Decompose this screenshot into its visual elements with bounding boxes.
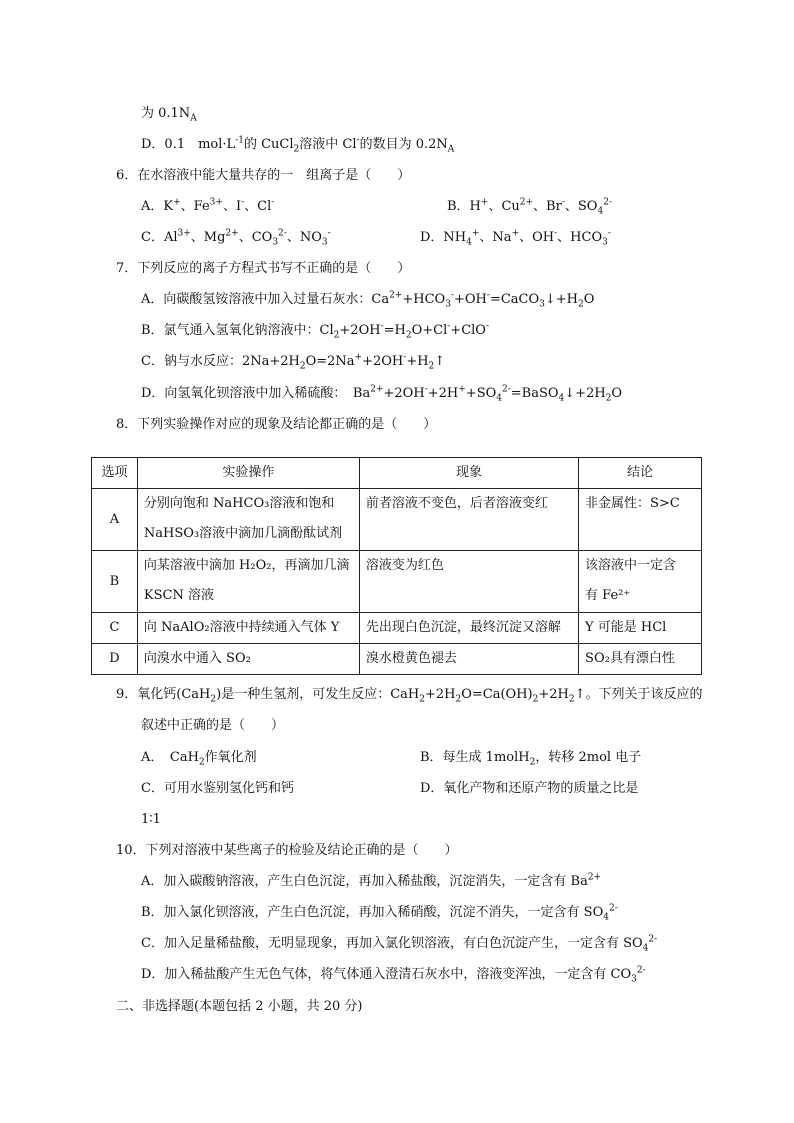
- q10-option-d: D．加入稀盐酸产生无色气体，将气体通入澄清石灰水中，溶液变浑浊，一定含有 $CO_3^{2-}$: [141, 965, 646, 985]
- header-option: 选项: [92, 458, 138, 489]
- row-operation: 向某溶液中滴加 H₂O₂，再滴加几滴 KSCN 溶液: [137, 551, 359, 613]
- q9-stem-cont: 叙述中正确的是（ ）: [141, 718, 285, 733]
- table-row: [92, 644, 702, 675]
- row-option: C: [92, 613, 138, 644]
- q6-option-c: C．$Al^{3+}$、$Mg^{2+}$、$CO_3^{2-}$、$NO_3^-$: [141, 228, 331, 248]
- row-phenomenon: 前者溶液不变色，后者溶液变红: [359, 489, 578, 551]
- row-operation: 向 NaAlO₂溶液中持续通入气体 Y: [137, 613, 359, 644]
- q10-option-b: B．加入氯化钡溶液，产生白色沉淀，再加入稀硝酸，沉淀不消失，一定含有 $SO_4^{2-}$: [141, 903, 618, 923]
- row-conclusion: Y 可能是 HCl: [579, 613, 702, 644]
- q9-option-c: C．可用水鉴别氢化钙和钙: [141, 781, 294, 796]
- q8-stem: 8．下列实验操作对应的现象及结论都正确的是（ ）: [116, 417, 437, 432]
- table-row: [92, 551, 702, 613]
- row-conclusion: 非金属性：S>C: [579, 489, 702, 551]
- row-phenomenon: 先出现白色沉淀，最终沉淀又溶解: [359, 613, 578, 644]
- table-row: [92, 613, 702, 644]
- section-2-heading: 二、非选择题(本题包括 2 小题，共 20 分): [116, 999, 363, 1014]
- row-option: A: [92, 489, 138, 551]
- q5-c-continuation: 为 $0.1N_A$: [141, 106, 197, 124]
- q9-option-b: B．每生成 1molH$_2$，转移 2mol 电子: [420, 750, 642, 768]
- q6-option-b: B．H+、$Cu^{2+}$、Br-、$SO_4^{2-}$: [447, 197, 612, 217]
- q5-option-d: D．0.1 $mol\cdot L^{-1}$的 CuCl$_2$溶液中 Cl-的数目为 $0.2N_A$: [141, 135, 455, 155]
- row-conclusion: 该溶液中一定含 有 Fe²⁺: [579, 551, 702, 613]
- q10-option-c: C．加入足量稀盐酸，无明显现象，再加入氯化钡溶液，有白色沉淀产生，一定含有 $SO_4^{2-}$: [141, 934, 658, 954]
- header-conclusion: 结论: [579, 458, 702, 489]
- table-header-row: [92, 458, 702, 489]
- q7-option-a: A．向碳酸氢铵溶液中加入过量石灰水：$Ca^{2+}+HCO_3^-+OH^-=CaCO_3↓+H_2O$: [141, 290, 595, 310]
- q9-option-d-cont: 1∶1: [141, 812, 161, 827]
- q7-option-c: C．钠与水反应：$2Na+2H_2O=2Na^++2OH^-+H_2↑$: [141, 352, 446, 372]
- experiment-table: [91, 457, 702, 675]
- q9-stem: 9．氧化钙(CaH$_2$)是一种生氢剂，可发生反应：$CaH_2+2H_2O=Ca(OH)_2+2H_2↑$。下列关于该反应的: [116, 687, 703, 705]
- row-operation: 分别向饱和 NaHCO₃溶液和饱和 NaHSO₃溶液中滴加几滴酚酞试剂: [137, 489, 359, 551]
- q7-option-d: D．向氢氧化钡溶液中加入稀硫酸： $Ba^{2+}+2OH^-+2H^++SO_4^{2-}=BaSO_4↓+2H_2O$: [141, 384, 623, 404]
- row-option: D: [92, 644, 138, 675]
- q10-stem: 10．下列对溶液中某些离子的检验及结论正确的是（ ）: [116, 843, 458, 858]
- q9-option-a: A． CaH$_2$作氧化剂: [141, 750, 257, 768]
- q10-option-a: A．加入碳酸钠溶液，产生白色沉淀，再加入稀盐酸，沉淀消失，一定含有 $Ba^{2+}$: [141, 872, 602, 889]
- row-phenomenon: 溶液变为红色: [359, 551, 578, 613]
- q9-option-d: D．氧化产物和还原产物的质量之比是: [420, 781, 639, 796]
- table-row: [92, 489, 702, 551]
- row-phenomenon: 溴水橙黄色褪去: [359, 644, 578, 675]
- header-phenomenon: 现象: [359, 458, 578, 489]
- q6-option-d: D．$NH_4^+$、Na+、OH-、$HCO_3^-$: [420, 228, 611, 248]
- row-operation: 向溴水中通入 SO₂: [137, 644, 359, 675]
- q7-stem: 7．下列反应的离子方程式书写不正确的是（ ）: [116, 261, 411, 276]
- q7-option-b: B．氯气通入氢氧化钠溶液中：$Cl_2+2OH^-=H_2O+Cl^-+ClO^-$: [141, 321, 489, 341]
- header-operation: 实验操作: [137, 458, 359, 489]
- q6-option-a: A．K+、$Fe^{3+}$、I-、Cl-: [141, 197, 275, 214]
- row-conclusion: SO₂具有漂白性: [579, 644, 702, 675]
- q6-stem: 6．在水溶液中能大量共存的一 组离子是（ ）: [116, 168, 411, 183]
- row-option: B: [92, 551, 138, 613]
